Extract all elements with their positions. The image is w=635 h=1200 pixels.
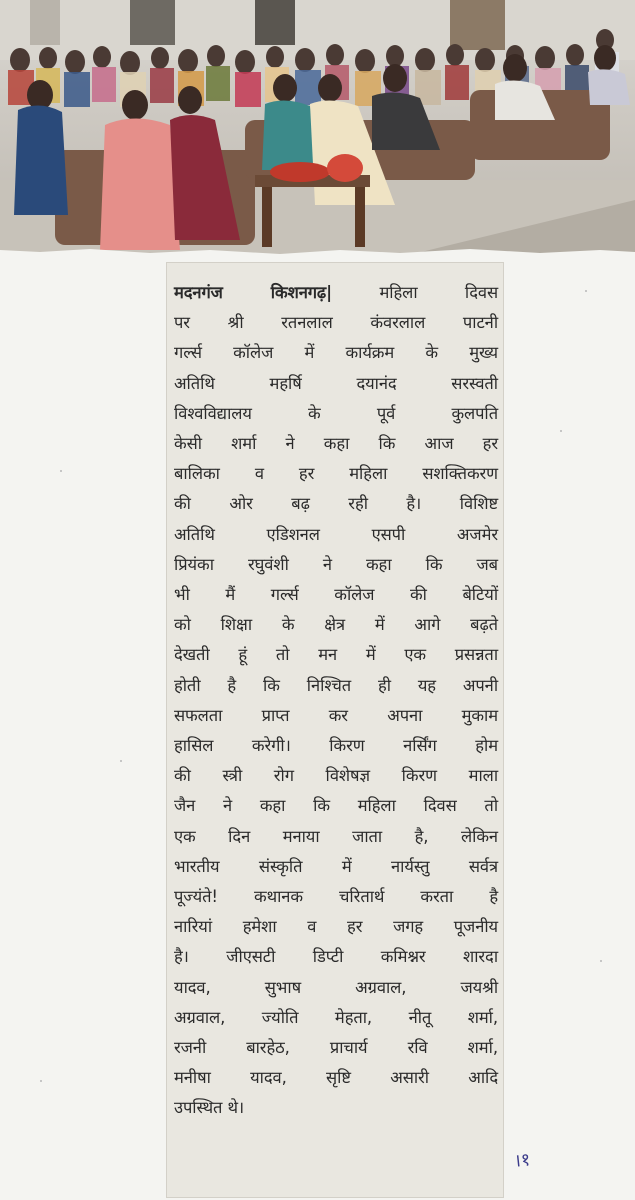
- article-line: सफलता प्राप्त कर अपना मुकाम: [174, 705, 498, 725]
- article-line: यादव, सुभाष अग्रवाल, जयश्री: [174, 977, 498, 997]
- article-line: बालिका व हर महिला सशक्तिकरण: [174, 464, 498, 484]
- article-line: है। जीएसटी डिप्टी कमिश्नर शारदा: [174, 947, 498, 967]
- article-line: एक दिन मनाया जाता है, लेकिन: [174, 826, 498, 846]
- article-line: हासिल करेगी। किरण नर्सिंग होम: [174, 736, 498, 756]
- article-line: की स्त्री रोग विशेषज्ञ किरण माला: [174, 766, 498, 786]
- article-line: पूज्यंते! कथानक चरितार्थ करता है: [174, 887, 498, 907]
- article-line: देखती हूं तो मन में एक प्रसन्नता: [174, 645, 498, 665]
- article-line: अतिथि महर्षि दयानंद सरस्वती: [174, 373, 498, 393]
- article-line: केसी शर्मा ने कहा कि आज हर: [174, 434, 498, 454]
- event-photo: [0, 0, 635, 262]
- dateline: मदनगंज किशनगढ़|: [174, 283, 333, 302]
- article-line: प्रियंका रघुवंशी ने कहा कि जब: [174, 554, 498, 574]
- news-clipping: [166, 262, 504, 1198]
- article-line: गर्ल्स कॉलेज में कार्यक्रम के मुख्य: [174, 343, 498, 363]
- article-line: विश्वविद्यालय के पूर्व कुलपति: [174, 403, 498, 423]
- article-line: अग्रवाल, ज्योति मेहता, नीतू शर्मा,: [174, 1007, 498, 1027]
- article-line: जैन ने कहा कि महिला दिवस तो: [174, 796, 498, 816]
- article-line: को शिक्षा के क्षेत्र में आगे बढ़ते: [174, 615, 498, 635]
- article-body: [174, 278, 498, 1124]
- margin-note: ।१: [512, 1149, 532, 1172]
- article-line: मदनगंज किशनगढ़| महिला दिवस: [174, 283, 498, 302]
- article-line: भारतीय संस्कृति में नार्यस्तु सर्वत्र: [174, 856, 498, 876]
- article-line: उपस्थित थे।: [174, 1098, 245, 1118]
- article-line: नारियां हमेशा व हर जगह पूजनीय: [174, 917, 498, 937]
- article-line: होती है कि निश्चित ही यह अपनी: [174, 675, 498, 695]
- article-line: रजनी बारहेठ, प्राचार्य रवि शर्मा,: [174, 1038, 498, 1058]
- article-line: भी मैं गर्ल्स कॉलेज की बेटियों: [174, 585, 498, 605]
- article-line: की ओर बढ़ रही है। विशिष्ट: [174, 494, 498, 514]
- article-line: अतिथि एडिशनल एसपी अजमेर: [174, 524, 498, 544]
- article-line: पर श्री रतनलाल कंवरलाल पाटनी: [174, 313, 498, 333]
- article-line: मनीषा यादव, सृष्टि असारी आदि: [174, 1068, 498, 1088]
